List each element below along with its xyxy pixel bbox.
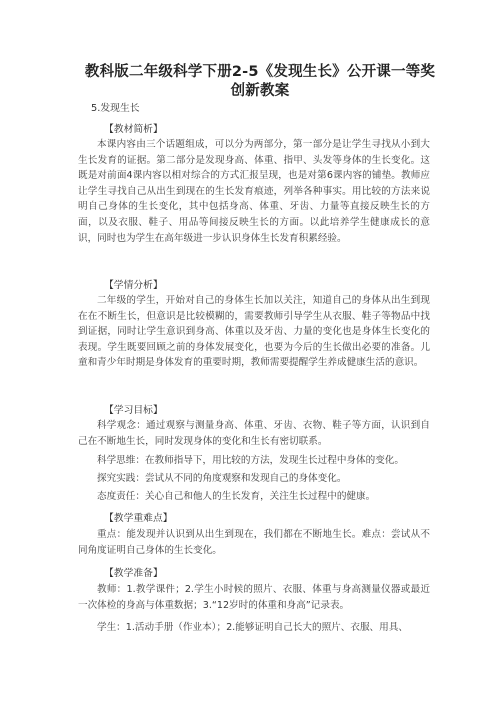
section-heading-textbook-analysis: 【教材简析】 [104, 124, 163, 135]
paragraph-goal-science-thinking: 科学思维：在教师指导下，用比较的方法，发现生长过程中身体的变化。 [97, 455, 404, 466]
section-heading-preparation: 【教学准备】 [104, 568, 163, 579]
paragraph-goal-science-concept: 科学观念：通过观察与测量身高、体重、牙齿、衣物、鞋子等方面，认识到自己在不断地生长，同时发现身体的变化和生长有密切联系。 [78, 420, 430, 447]
paragraph-goal-attitude: 态度责任：关心自己和他人的生长发育，关注生长过程中的健康。 [97, 491, 376, 502]
document-title: 教科版二年级科学下册2-5《发现生长》公开课一等奖创新教案 [84, 64, 436, 99]
lesson-label: 5.发现生长 [91, 103, 140, 114]
paragraph-prep-teacher: 教师：1.教学课件；2.学生小时候的照片、衣服、体重与身高测量仪器或最近一次体检的身高与体重数据；3.“12岁时的体重和身高”记录表。 [78, 584, 430, 611]
paragraph-key-points: 重点：能发现并认识到从出生到现在，我们都在不断地生长。难点：尝试从不同角度证明自己身体的生长变化。 [78, 529, 430, 556]
section-heading-key-points: 【教学重难点】 [104, 513, 173, 524]
paragraph-textbook-analysis: 本课内容由三个话题组成，可以分为两部分，第一部分是让学生寻找从小到大生长发育的证据。第二部分是发现身高、体重、指甲、头发等身体的生长变化。这既是对前面4课内容以相对综合的方式汇报呈现，也是对第6课内容的铺垫。教师应让学生寻找自己从出生到现在的生长发育痕迹，列举各种事实。用比较的方法来说明自己身体的生长变化，其中包括身高、体重、牙齿、力量等直接反映生长的方面，以及衣服、鞋子、用品等间接反映生长的方面。以此培养学生健康成长的意识，同时也为学生在高年级进一步认识身体生长发育积累经验。 [78, 139, 430, 244]
paragraph-student-analysis: 二年级的学生，开始对自己的身体生长加以关注，知道自己的身体从出生到现在在不断生长，但意识是比较模糊的，需要教师引导学生从衣服、鞋子等物品中找到证据，同时让学生意识到身高、体重以及牙齿、力量的变化也是身体生长变化的表现。学生既要回顾之前的身体发展变化，也要为今后的生长做出必要的准备。儿童和青少年时期是身体发育的重要时期，教师需要提醒学生养成健康生活的意识。 [78, 295, 430, 369]
section-heading-student-analysis: 【学情分析】 [104, 280, 163, 291]
paragraph-goal-inquiry: 探究实践：尝试从不同的角度观察和发现自己的身体变化。 [97, 473, 347, 484]
section-heading-learning-goals: 【学习目标】 [104, 405, 163, 416]
paragraph-prep-student: 学生：1.活动手册（作业本）；2.能够证明自己长大的照片、衣服、用具、 [97, 622, 408, 633]
